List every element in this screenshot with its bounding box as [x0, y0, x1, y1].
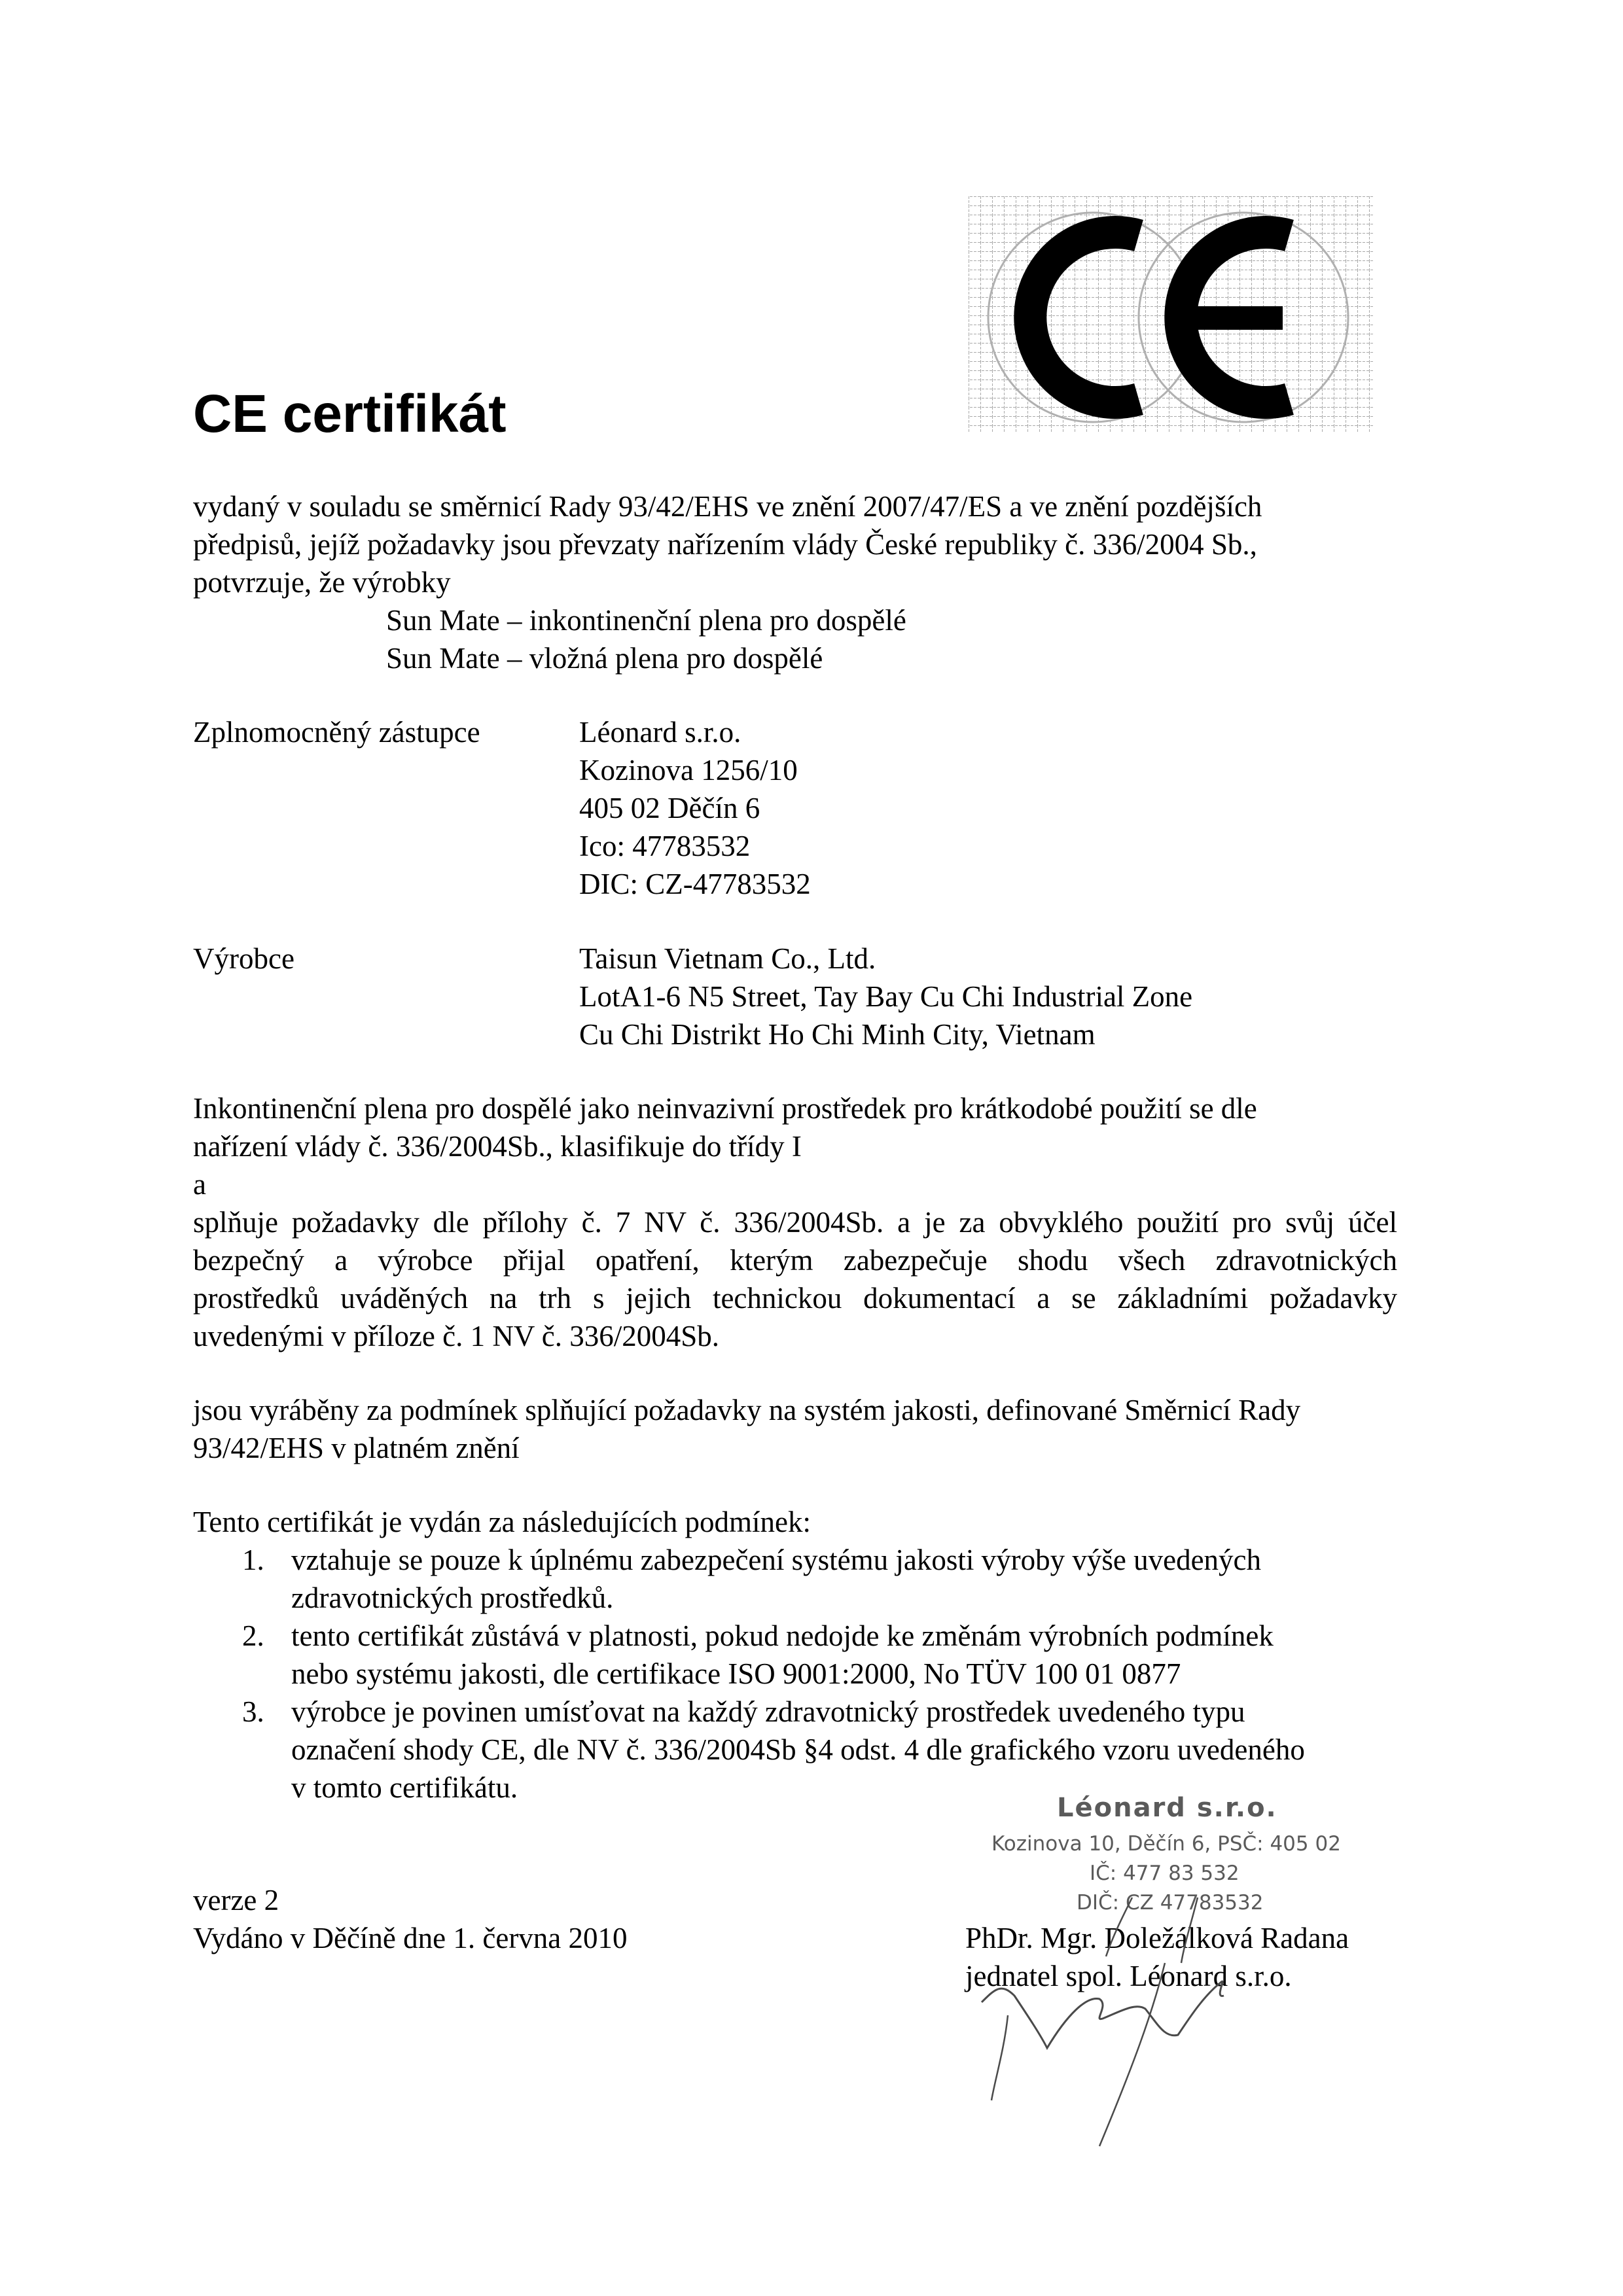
classification-line: nařízení vlády č. 336/2004Sb., klasifikuje do třídy I — [193, 1130, 802, 1163]
company-stamp-line: IČ: 477 83 532 — [1090, 1862, 1240, 1885]
condition-line: označení shody CE, dle NV č. 336/2004Sb §4 odst. 4 dle grafického vzoru uvedeného — [291, 1733, 1305, 1766]
manufacturer-line: Taisun Vietnam Co., Ltd. — [579, 942, 876, 975]
conditions-intro: Tento certifikát je vydán za následujících podmínek: — [193, 1506, 812, 1538]
classification-line: a — [193, 1168, 206, 1201]
company-stamp-name: Léonard s.r.o. — [1057, 1793, 1277, 1823]
representative-line: DIC: CZ-47783532 — [579, 868, 811, 900]
intro-line: potvrzuje, že výrobky — [193, 566, 451, 599]
compliance-line: uvedenými v příloze č. 1 NV č. 336/2004Sb. — [193, 1320, 720, 1352]
ce-mark-logo — [969, 196, 1374, 432]
condition-line: výrobce je povinen umísťovat na každý zdravotnický prostředek uvedeného typu — [291, 1695, 1245, 1728]
condition-line: vztahuje se pouze k úplnému zabezpečení systému jakosti výroby výše uvedených — [291, 1544, 1262, 1576]
intro-line: vydaný v souladu se směrnicí Rady 93/42/EHS ve znění 2007/47/ES a ve znění pozdějších — [193, 490, 1262, 523]
compliance-line: splňuje požadavky dle přílohy č. 7 NV č. 336/2004Sb. a je za obvyklého použití pro svůj účel — [193, 1206, 1397, 1239]
product-item: Sun Mate – inkontinenční plena pro dospělé — [386, 604, 906, 637]
handwritten-signature — [969, 1884, 1322, 2159]
condition-number: 3. — [242, 1695, 264, 1728]
product-item: Sun Mate – vložná plena pro dospělé — [386, 642, 823, 675]
condition-line: nebo systému jakosti, dle certifikace ISO 9001:2000, No TÜV 100 01 0877 — [291, 1657, 1181, 1690]
signatory-name: PhDr. Mgr. Doležálková Radana — [965, 1922, 1349, 1954]
intro-line: předpisů, jejíž požadavky jsou převzaty nařízením vlády České republiky č. 336/2004 Sb., — [193, 528, 1257, 561]
compliance-line: bezpečný a výrobce přijal opatření, kterým zabezpečuje shodu všech zdravotnických — [193, 1244, 1397, 1277]
company-stamp-line: DIČ: CZ 47783532 — [1077, 1891, 1264, 1915]
representative-line: Kozinova 1256/10 — [579, 754, 798, 786]
manufacturer-label: Výrobce — [193, 942, 294, 975]
company-stamp-line: Kozinova 10, Děčín 6, PSČ: 405 02 — [991, 1832, 1341, 1856]
representative-line: 405 02 Děčín 6 — [579, 792, 760, 824]
condition-line: v tomto certifikátu. — [291, 1771, 518, 1804]
page-title: CE certifikát — [193, 384, 507, 444]
condition-number: 2. — [242, 1619, 264, 1652]
quality-line: 93/42/EHS v platném znění — [193, 1432, 520, 1464]
manufacturer-line: Cu Chi Distrikt Ho Chi Minh City, Vietnam — [579, 1018, 1096, 1051]
signature-icon — [969, 1884, 1322, 2159]
signatory-role: jednatel spol. Léonard s.r.o. — [965, 1960, 1292, 1992]
condition-line: zdravotnických prostředků. — [291, 1581, 614, 1614]
compliance-line: prostředků uváděných na trh s jejich technickou dokumentací a se základními požadavky — [193, 1282, 1397, 1315]
manufacturer-line: LotA1-6 N5 Street, Tay Bay Cu Chi Industrial Zone — [579, 980, 1193, 1013]
quality-line: jsou vyráběny za podmínek splňující požadavky na systém jakosti, definované Směrnicí Rady — [193, 1394, 1301, 1426]
issued-date: Vydáno v Děčíně dne 1. června 2010 — [193, 1922, 628, 1954]
representative-line: Ico: 47783532 — [579, 830, 751, 862]
classification-line: Inkontinenční plena pro dospělé jako neinvazivní prostředek pro krátkodobé použití se dle — [193, 1092, 1257, 1125]
representative-line: Léonard s.r.o. — [579, 716, 741, 749]
version-label: verze 2 — [193, 1884, 279, 1916]
representative-label: Zplnomocněný zástupce — [193, 716, 480, 749]
condition-line: tento certifikát zůstává v platnosti, pokud nedojde ke změnám výrobních podmínek — [291, 1619, 1274, 1652]
ce-mark-icon — [969, 196, 1374, 432]
condition-number: 1. — [242, 1544, 264, 1576]
